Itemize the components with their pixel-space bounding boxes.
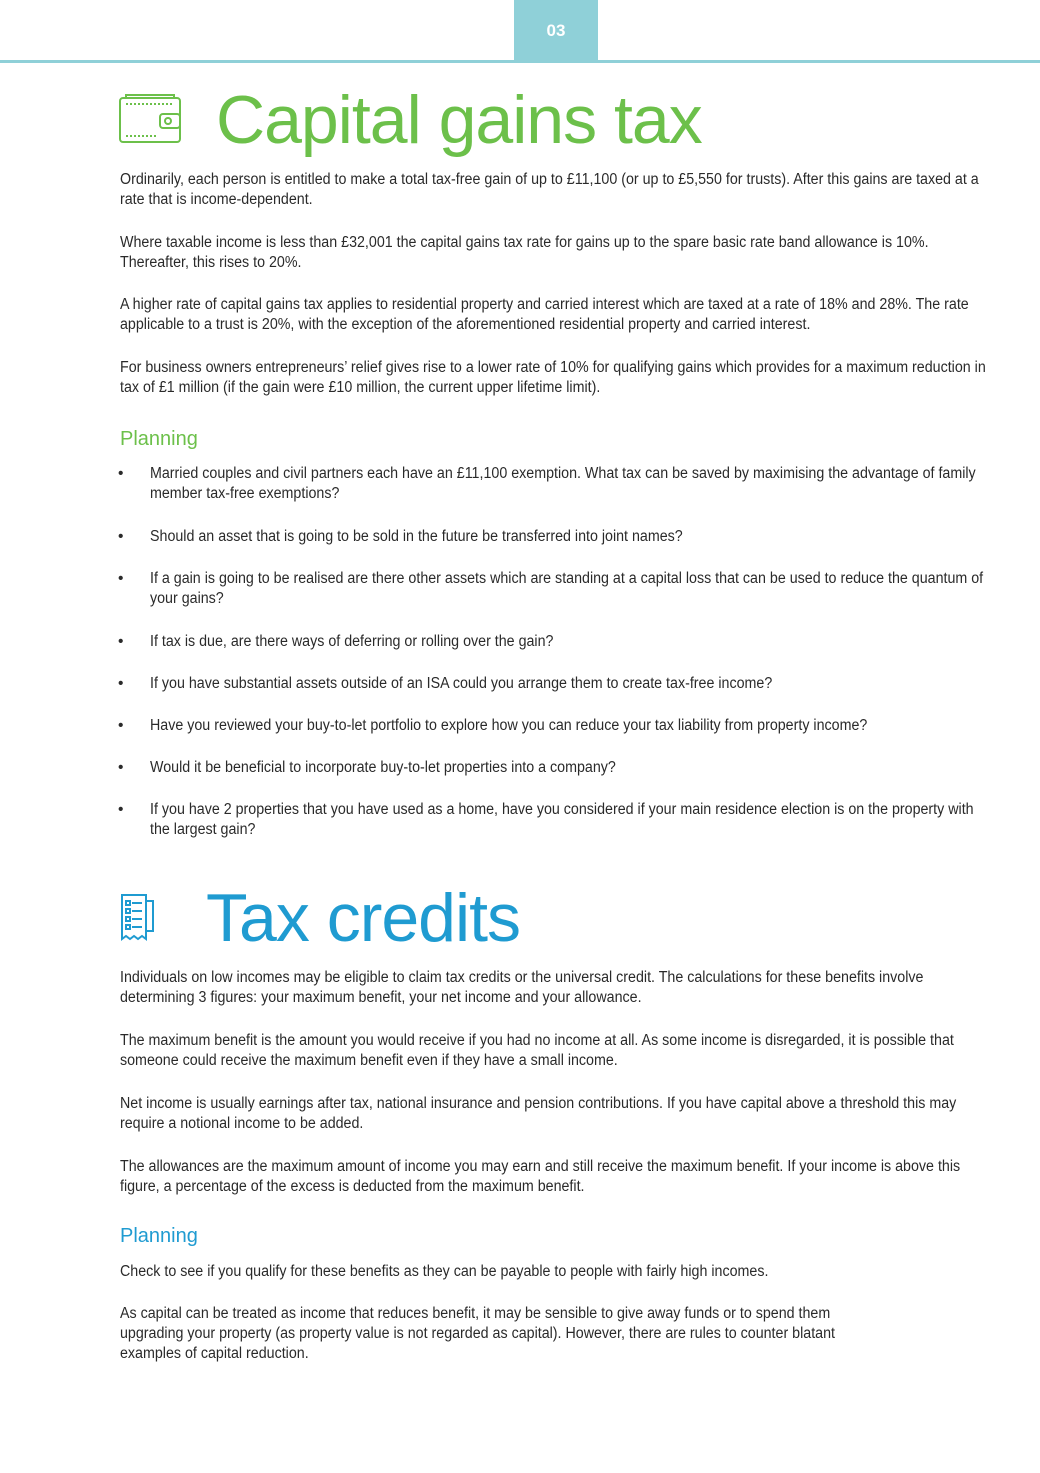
cgt-bullet-8: If you have 2 properties that you have used as a home, have you considered if your main residence election is on the property with the largest gain? [150, 801, 974, 838]
tc-planning-paragraph-1: Check to see if you qualify for these benefits as they can be payable to people with fairly high incomes. [120, 1263, 769, 1280]
bullet-marker: • [118, 759, 124, 776]
tax-credits-title: Tax credits [206, 880, 520, 956]
cgt-bullet-3: If a gain is going to be realised are there other assets which are standing at a capital loss that can be used to reduce the quantum of your gains? [150, 570, 984, 607]
cgt-bullet-4: If tax is due, are there ways of deferring or rolling over the gain? [150, 633, 554, 650]
tc-paragraph-1: Individuals on low incomes may be eligible to claim tax credits or the universal credit. The calculations for these benefits involve determining 3 figures: your maximum benefit, your net income and your allowance. [120, 969, 924, 1006]
bullet-marker: • [118, 465, 124, 482]
cgt-bullet-6: Have you reviewed your buy-to-let portfolio to explore how you can reduce your tax liability from property income? [150, 717, 868, 734]
wallet-icon [118, 92, 184, 144]
cgt-paragraph-1: Ordinarily, each person is entitled to make a total tax-free gain of up to £11,100 (or up to £5,550 for trusts). After this gains are taxed at a rate that is income-dependent. [120, 171, 979, 208]
tc-paragraph-3: Net income is usually earnings after tax, national insurance and pension contributions. If you have capital above a threshold this may require a notional income to be added. [120, 1095, 957, 1132]
tc-planning-paragraph-2: As capital can be treated as income that reduces benefit, it may be sensible to give away funds or to spend them upgrading your property (as property value is not regarded as capital). However, there are rules to counter blatant examples of capital reduction. [120, 1305, 835, 1362]
bullet-marker: • [118, 717, 124, 734]
cgt-bullet-5: If you have substantial assets outside of an ISA could you arrange them to create tax-free income? [150, 675, 773, 692]
receipt-icon [120, 893, 156, 943]
tc-paragraph-4: The allowances are the maximum amount of income you may earn and still receive the maximum benefit. If your income is above this figure, a percentage of the excess is deducted from the maximum benefit. [120, 1158, 961, 1195]
cgt-paragraph-4: For business owners entrepreneurs’ relief gives rise to a lower rate of 10% for qualifying gains which provides for a maximum reduction in tax of £1 million (if the gain were £10 million, the current upper lifetime limit). [120, 359, 986, 396]
bullet-marker: • [118, 675, 124, 692]
tc-planning-heading: Planning [120, 1225, 198, 1247]
cgt-bullet-7: Would it be beneficial to incorporate buy-to-let properties into a company? [150, 759, 616, 776]
cgt-bullet-1: Married couples and civil partners each have an £11,100 exemption. What tax can be saved by maximising the advantage of family member tax-free exemptions? [150, 465, 976, 502]
bullet-marker: • [118, 570, 124, 587]
cgt-title: Capital gains tax [216, 82, 702, 158]
tc-paragraph-2: The maximum benefit is the amount you would receive if you had no income at all. As some income is disregarded, it is possible that someone could receive the maximum benefit even if they have a small income. [120, 1032, 954, 1069]
cgt-bullet-2: Should an asset that is going to be sold in the future be transferred into joint names? [150, 528, 683, 545]
page-number-tab: 03 [514, 0, 598, 62]
cgt-paragraph-3: A higher rate of capital gains tax applies to residential property and carried interest which are taxed at a rate of 18% and 28%. The rate applicable to a trust is 20%, with the exception of the aforementioned residential property and carried interest. [120, 296, 969, 333]
cgt-planning-heading: Planning [120, 428, 198, 450]
bullet-marker: • [118, 633, 124, 650]
bullet-marker: • [118, 801, 124, 818]
bullet-marker: • [118, 528, 124, 545]
cgt-paragraph-2: Where taxable income is less than £32,001 the capital gains tax rate for gains up to the spare basic rate band allowance is 10%. Thereafter, this rises to 20%. [120, 234, 929, 271]
